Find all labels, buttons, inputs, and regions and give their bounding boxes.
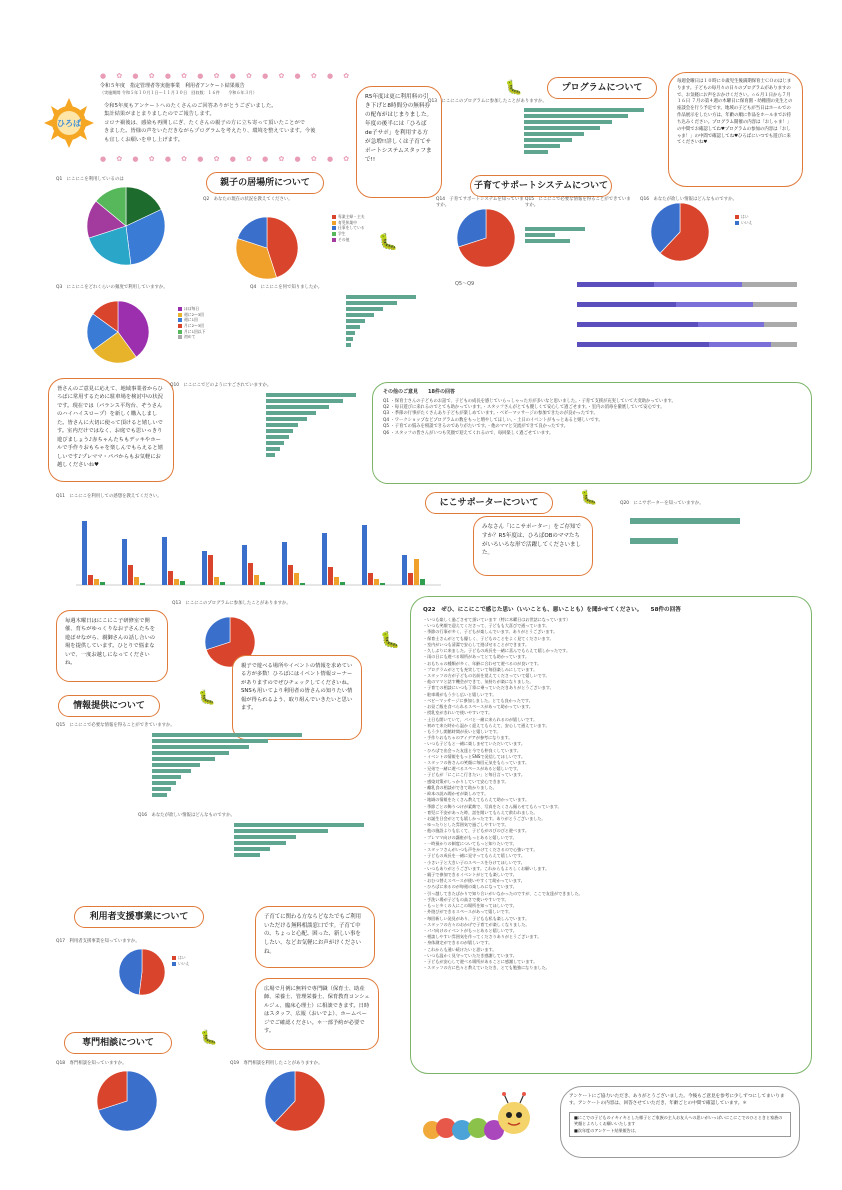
comment-item: ・季節ごとの飾りつけが素敵で、写真をたくさん撮らせてもらっています。 (423, 803, 562, 809)
bar (152, 775, 181, 778)
bar (152, 763, 200, 766)
bar (152, 787, 171, 790)
bar (100, 582, 105, 585)
section-user-support: 利用者支援事業について (74, 906, 204, 928)
bar (374, 579, 379, 585)
support-bar-chart: Q15 にこにこで必要な情報を得ることができていますか。 (525, 196, 635, 266)
bar (328, 567, 333, 585)
comment-item: ・子育ての相談にいつも丁寧に乗っていただきありがとうございます。 (423, 685, 554, 691)
intro-line: 令和5年度もアンケートへのたくさんのご回答ありがとうございました。 (104, 103, 277, 109)
comment-item: ・手作りおもちゃのアイデアが参考になります。 (423, 735, 513, 741)
bar (346, 307, 383, 310)
pie-chart (118, 948, 166, 996)
comment-item: ・離乳食の相談ができて助かりました。 (423, 784, 497, 790)
facility-callout: 皆さんのご意見に応えて、地域事業者からひろばに常用するために駐車場を検討中の状況です。現在では（バランス平均台、ぞうさんのハイハイスロープ）を新しく購入しました。皆さんに大切に使って頂けると嬉しいです。室内だけではなく、お庭でも思いっきり遊びましょう♪赤ちゃんたちもデッキやホールで手作りおもちゃを楽しんでもらえると嬉しいです♪プレママ・パパからもお気軽にお越しくださいね♥ (48, 378, 174, 482)
bar (630, 538, 678, 544)
comment-item: ・いつも子どもと一緒に楽しませていただいています。 (423, 741, 526, 747)
bar (346, 313, 374, 316)
bar (524, 120, 612, 123)
pie-chart (235, 216, 299, 280)
comment-item: ・いつもありがとうございます。これからもよろしくお願いします。 (423, 865, 550, 871)
comment-item: ・スタッフさんがいつも声をかけてくださるので心強いです。 (423, 847, 538, 853)
bar (234, 847, 270, 850)
q5-q9-label: Q5〜Q9 (455, 281, 475, 287)
comment-item: ・手洗い場が子どもの高さで使いやすいです。 (423, 896, 509, 902)
bar (346, 301, 397, 304)
bar (266, 417, 307, 420)
support-pie-legend: はい いいえ (735, 214, 752, 225)
bar (174, 579, 179, 585)
bar (202, 551, 207, 585)
bar (242, 545, 247, 585)
caterpillar-icon: 🐛 (505, 80, 523, 96)
comment-item: ・外遊びができるスペースがあって嬉しいです。 (423, 909, 513, 915)
caterpillar-icon: 🐛 (198, 690, 216, 706)
bar (525, 233, 555, 236)
bar (152, 781, 176, 784)
bar (524, 108, 644, 111)
bar (152, 751, 229, 754)
bar (266, 393, 356, 396)
bar (152, 745, 249, 748)
consult-callout: 広場で月例に無料で専門職（保育士、助産師、栄養士、管理栄養士、保育教育コンシェルジュ、臨床心理士）に相談できます。日時はスタッフ、広報（おいでよ）、ホームページでご確認ください。＊一部予約が必要です。 (255, 978, 379, 1050)
q11-chart: Q11 にこにこを利用しての感想を教えてください。 (56, 493, 456, 598)
stacked-bar (577, 282, 797, 287)
opinion-item: Q1 ・保育士さんの子どものお話で、子どもの成長を感じていらっしゃった方が多いなと思いました。・子育て支援が充実していて大変助かっています。 (383, 398, 676, 404)
bar (152, 757, 215, 760)
bar (248, 563, 253, 585)
stacked-bar (577, 342, 797, 347)
q1-chart: Q1 にこにこを利用しているのは (56, 176, 196, 266)
comment-item: ・親子で参加できるイベントがとても楽しいです。 (423, 871, 517, 877)
intro-line: 集計結果がまとまりましたのでご報告します。 (104, 111, 215, 118)
comment-item: ・引っ越してきたばかりで知り合いがいなかったのですが、ここで友達ができました。 (423, 890, 583, 896)
comment-item: ・土日も開いていて、パパと一緒に来られるのが嬉しいです。 (423, 716, 538, 722)
bar (214, 577, 219, 585)
q15-chart: Q15 にこにこで必要な情報を得ることができていますか。 (56, 722, 326, 812)
grouped-bar-chart (56, 505, 446, 595)
caterpillar-icon: 🐛 (580, 490, 598, 506)
bar (288, 565, 293, 585)
bar-list (170, 392, 380, 458)
bar (346, 295, 416, 298)
bar (152, 769, 191, 772)
bar (208, 555, 213, 585)
bar (152, 733, 302, 736)
bar (300, 583, 305, 585)
bar (134, 577, 139, 585)
section-nico-supporter: にこサポーターについて (425, 492, 553, 514)
stacked-bar (577, 322, 797, 327)
comment-item: ・ゆったりとした雰囲気で過ごしやすいです。 (423, 822, 509, 828)
bar (266, 423, 298, 426)
comment-item: ・他のママと話す機会ができて、気持ちが楽になりました。 (423, 679, 534, 685)
caterpillar-icon: 🐛 (200, 1030, 218, 1046)
section-program: プログラムについて (547, 77, 657, 99)
comment-item: ・プレママ向けの講座がもっとあると嬉しいです。 (423, 834, 517, 840)
comment-item: ・季節の行事が多く、子どもが楽しんでいます。ありがとうございます。 (423, 629, 558, 635)
section-support-system: 子育てサポートシステムについて (470, 175, 612, 197)
bar (152, 739, 268, 742)
program-callout: 毎週金曜日は１０時に０歳児生後満期保育士ＣＯのはじまります。子どもの毎月々の日々のプログラムがありますので、お気軽にお声をおかけください。☆６月１日から７月１６日 ７月の第４週の木曜日に保育園・幼稚園の先生との座談会を行う予定です。地域の子どもが当日はホールでの作品展示をしたい方は、年齢の順に作品をホールまでお持ち込みください。プログラム開催の内容は「おしゃま！」の中間でお確認してね♥プログラムの参加の内容は「おしゃま！」の中間で確認してね♥ひろばにいつでも遊びに来てくださいね♥ (668, 72, 803, 187)
sun-logo-icon (40, 98, 98, 148)
bar-list (138, 822, 398, 858)
comment-item: ・ひろばに来るのが毎週の楽しみになっています。 (423, 884, 517, 890)
comment-item: ・小さい子と大きい子のスペースを分けてほしいです。 (423, 859, 525, 865)
bar (266, 429, 293, 432)
monthly-callout: 毎週木曜日はにこにこ子研修室で開催、育ちがゆっくりなお子さんたちを遊ばせながら、親御さんの話し合いの場を提供しています。ひとりで悩まないで、一度お越しになってくださいね。 (56, 610, 168, 682)
comment-item: ・他の施設よりも広くて、子どもがのびのびと遊べます。 (423, 828, 530, 834)
bar (122, 539, 127, 585)
q3-chart: Q3 にこにこをどれくらいの頻度で利用していますか。 (56, 284, 226, 374)
pie-slice (119, 949, 142, 995)
comment-item: ・イベントの情報をもっとSNSで発信してほしいです。 (423, 753, 526, 759)
comment-item: ・保育士さんがとても優しく、子どものことをよく見てくださいます。 (423, 635, 554, 641)
bar (234, 829, 328, 832)
comment-item: ・育児に不安があった時、話を聞いてもらえて救われました。 (423, 809, 538, 815)
comment-item: ・いつも温かく見守っていただき感謝しています。 (423, 952, 517, 958)
bar (380, 583, 385, 585)
bar (524, 150, 548, 153)
comment-item: ・兄弟で一緒に遊べるスペースがあると嬉しいです。 (423, 766, 521, 772)
comment-item: ・久しぶりに来ました。子どもの成長を一緒に喜んでもらえて嬉しかったです。 (423, 648, 571, 654)
bar (266, 405, 329, 408)
pie-chart (96, 1070, 158, 1132)
bar (524, 138, 572, 141)
bar (168, 571, 173, 585)
bar (88, 575, 93, 585)
comment-item: ・プログラムがとても充実していて毎回楽しみにしています。 (423, 666, 538, 672)
bar (322, 533, 327, 585)
pie-chart (86, 186, 166, 266)
comment-item: ・子どもが安心して遊べる場所があることに感謝しています。 (423, 959, 538, 965)
q2-legend: 専業主婦・主夫 育児休業中 仕事をしている 学生 その他 (332, 214, 365, 242)
section-consult: 専門相談について (64, 1032, 172, 1054)
bar (140, 583, 145, 585)
bar (152, 793, 167, 796)
comment-item: ・一時預かりの制度についてもっと知りたいです。 (423, 840, 517, 846)
comment-item: ・子どもが「にこにこ行きたい」と毎日言っています。 (423, 772, 526, 778)
pie-chart (264, 1070, 326, 1132)
comment-item: ・これからも通い続けたいと思います。 (423, 946, 497, 952)
q17-chart: Q17 利用者支援事業を知っていますか。 (56, 938, 256, 998)
bar (266, 411, 316, 414)
bar (346, 325, 360, 328)
bar (525, 227, 585, 230)
bar (128, 565, 133, 585)
comment-item: ・もう少し開館時間が長いと嬉しいです。 (423, 728, 501, 734)
comment-item: ・もっと多くの人にこの場所を知ってほしいです。 (423, 903, 517, 909)
bar (266, 441, 284, 444)
bar (408, 573, 413, 585)
support-system-callout: R5年度は更に利用料の引き下げと8時間分の無料券の配布がはじまりました。年度の後半には「ひろばde子サポ」を利用する方が急増!!詳しくは子育てサポートシステムスタッフまで!! (356, 86, 442, 198)
bar (266, 453, 275, 456)
bar (525, 239, 570, 242)
bar (340, 582, 345, 585)
opinion-item: Q2 ・毎日遊びに来れるのでとても助かっています。・スタッフさんがとても優しくて安心して過ごせます。・室内の消毒を徹底していて安心です。 (383, 404, 665, 410)
page-meta: （実施期間 令和５年１０月１日〜１１月３０日 回収数：１６件 令和６年３月） (100, 90, 257, 95)
comment-item: ・毎回新しい発見があり、子どもも私も楽しんでいます。 (423, 915, 530, 921)
q3-legend: ほぼ毎日 週に2〜3回 週に1回 月に2〜3回 月に1回以下 初めて (178, 306, 205, 340)
bar (346, 337, 353, 340)
bar (368, 573, 373, 585)
comment-item: ・駐車場がもう少し広いと嬉しいです。 (423, 691, 497, 697)
bar (82, 521, 87, 585)
bar (414, 559, 419, 585)
bar (524, 114, 628, 117)
intro-text (104, 102, 374, 144)
stacked-bar-chart (505, 274, 805, 369)
bar (94, 579, 99, 585)
comment-item: ・いつも楽しく過ごさせて頂いています（特に木曜日はお世話になっています） (423, 617, 571, 622)
comment-item: ・ひろばで出会った友達と今でも仲良くしています。 (423, 747, 521, 753)
bar (234, 823, 364, 826)
bar (234, 853, 260, 856)
header-dots-bottom: ● ✿ ● ✿ ● ✿ ● ✿ ● ✿ ● ✿ ● ✿ ● ✿ (100, 155, 354, 163)
q16-chart: Q16 あなたが欲しい情報はどんなものですか。 (138, 812, 398, 894)
chart-title: Q13 にこにこのプログラムに参加したことがありますか。 (428, 99, 547, 104)
bar (254, 575, 259, 585)
bar (334, 577, 339, 585)
comment-item: ・おむつ替えスペースが使いやすくて助かっています。 (423, 878, 525, 884)
support-pie-2: Q16 あなたが欲しい情報はどんなものですか。 (640, 196, 740, 266)
opinion-item: Q3 ・季節の行事がたくさんあり子どもが楽しめています。・ベビーマッサージの参加できたのが良かったです。 (383, 411, 598, 417)
caterpillar-icon: 🐛 (378, 232, 398, 251)
bar (266, 435, 289, 438)
q2-chart: Q2 あなたの現在の状況を教えてください。 (203, 196, 353, 286)
comment-item: ・感染対策がしっかりしていて安心できます。 (423, 778, 509, 784)
bar (234, 835, 296, 838)
user-support-callout: 子育てに関わる方ならどなたでもご利用いただける無料相談窓口です。子育て中の、ちょっと心配、困った、新しい事をしたい、などお気軽にお声がけくださいね。 (255, 906, 375, 968)
q19-chart: Q19 専門相談を利用したことがありますか。 (230, 1060, 400, 1150)
q20-chart: Q20 にこサポーターを知っていますか。 (620, 500, 810, 570)
comment-item: ・スタッフの方に色々と教えていただき、とても勉強になりました。 (423, 965, 550, 971)
comment-item: ・身体測定ができるのが嬉しいです。 (423, 940, 493, 946)
bar (260, 582, 265, 585)
bar-list (250, 294, 430, 348)
svg-text:ひろば: ひろば (57, 119, 81, 128)
bar (294, 573, 299, 585)
section-info: 情報提供について (58, 695, 160, 717)
q18-chart: Q18 専門相談を知っていますか。 (56, 1060, 226, 1150)
comment-item: ・パパ向けのイベントがもっとあると嬉しいです。 (423, 927, 517, 933)
bar (220, 582, 225, 585)
intro-line: きました。皆様の声をいただきながらプログラムを考えたり、環境を整えています。今後 (104, 128, 316, 135)
bar (180, 581, 185, 585)
q17-legend: はい いいえ (172, 955, 189, 966)
comment-item: ・お昼ご飯を食べられるスペースがあって助かっています。 (423, 704, 533, 710)
header-dots-top: ● ✿ ● ✿ ● ✿ ● ✿ ● ✿ ● ✿ ● ✿ ● ✿ (100, 72, 354, 80)
program-bar-chart (428, 98, 663, 178)
comment-item: ・お誕生日会がとても嬉しかったです。ありがとうございました。 (423, 816, 546, 821)
intro-line: コロナ禍後は、感染も再開しにぎ、たくさんの親子の方に立ち寄って頂いたことがで (104, 119, 306, 126)
bar (362, 525, 367, 585)
comment-item: ・スタッフの方々のおかげで子育てが楽しくなりました。 (423, 921, 530, 927)
comment-item: ・ベビーマッサージに参加しました。とても良かったです。 (423, 697, 533, 703)
opinion-item: Q6 ・スタッフの皆さんがいつも笑顔で迎えてくれるので、毎回楽しく過ごせています。 (383, 430, 554, 436)
comments-list (423, 617, 799, 971)
pie-chart (86, 300, 150, 364)
bar (524, 132, 584, 135)
intro-line: も宜しくお願いを申し上げます。 (104, 136, 184, 143)
pie-chart (650, 202, 710, 262)
opinion-item: Q4 ・ワークショップなどプログラムの数をもっと増やしてほしい。・土日のイベントがもっとあると嬉しいです。 (383, 417, 603, 423)
caterpillar-big-icon (418, 1090, 538, 1150)
comments-box (410, 596, 812, 1074)
comment-item: ・雨の日にも遊べる場所があってとても助かっています。 (423, 654, 530, 660)
comments-title: Q22 ぜひ、にこにこで感じた思い（いいことも、悪いことも）を聞かせてください。 58件の回答 (423, 607, 681, 613)
comment-item: ・初めて来た時から温かく迎えてもらえて、安心して通えています。 (423, 722, 550, 728)
bar (346, 343, 351, 346)
comment-item: ・絵本の読み聞かせが楽しみです。 (423, 791, 489, 797)
caterpillar-icon: 🐛 (380, 630, 400, 649)
bar (630, 518, 740, 524)
opinion-item: Q5 ・子育ての悩みを相談できるのでありがたいです。・他のママと交流ができて良かったです。 (383, 424, 569, 430)
comment-item: ・スタッフの方が子どもの名前を覚えてくださっていて嬉しいです。 (423, 672, 550, 678)
bar (282, 542, 287, 585)
pie-chart (456, 208, 516, 268)
header-logo (40, 98, 98, 148)
comment-item: ・おもちゃの種類が多く、年齢に合わせて遊べるのが良いです。 (423, 660, 542, 666)
comment-item: ・いつも笑顔で迎えてくださって、子どもも大喜びで通っています。 (423, 623, 550, 629)
pie-slice (139, 949, 165, 995)
q4-chart: Q4 にこにこを何で知りましたか。 (250, 284, 430, 374)
bar (234, 841, 286, 844)
bar (346, 319, 365, 322)
bar (266, 399, 343, 402)
comment-item: ・地域の情報をたくさん教えてもらえて助かっています。 (423, 797, 530, 803)
bar-list (56, 732, 326, 798)
bar (524, 144, 560, 147)
bar (402, 555, 407, 585)
comment-item: ・授乳室がきれいで使いやすいです。 (423, 710, 493, 716)
thanks-callout: アンケートにご協力いただき、ありがとうございました。今後もご意見を参考に少しずつにしてまいります。アンケートの内容は、回答させていただき、年齢ごとの中間で確認しています。＊ ■にこでの子どものイキイキとした様子とご家族の主人お友人への思いがいっぱいにこにこでのひとときと家族の笑顔とよろしくお願いいたします ■次年度のアンケート結果報告は、 (560, 1086, 800, 1158)
support-pie-1: Q14 子育てサポートシステムを知っていますか。 (436, 196, 526, 266)
bar (346, 331, 355, 334)
stacked-bar (577, 302, 797, 307)
bar-list (428, 107, 663, 155)
section-parent-place: 親子の居場所について (206, 172, 324, 194)
comment-item: ・スタッフの皆さんの笑顔に毎回元気をもらっています。 (423, 760, 530, 766)
event-info-callout: 親子で遊べる場所やイベントの情報を求めている方が多数！ひろばにはイベント情報コーナーがありますのでぜひチェックしてくださいね。SNSも用いてより利用者の皆さんの知りたい情報が得られるよう、取り組んでいきたいと思います。 (232, 655, 362, 740)
nico-supporter-callout: みなさん「にこサポーター」をご存知ですか？R5年度は、ひろばOBのママたちがいろいろな形で活躍してくださいました。 (473, 516, 593, 576)
other-opinions-box: その他のご意見 18件の回答 Q1 ・保育士さんの子どものお話で、子どもの成長を感じていらっしゃった方が多いなと思いました。・子育て支援が充実していて大変助かっています。 Q2 ・毎日遊びに来れるのでとても助かっています。・スタッフさんがとても優しくて安心して過ごせます。・室内の消毒を徹底していて安心です。 Q3 ・季節の行事がたくさんあり子どもが楽しめています。・ベビーマッサージの参加できたのが良かったです。 Q4 ・ワークショップなどプログラムの数をもっと増やしてほしい。・土日のイベントがもっとあると嬉しいです。 Q5 ・子育ての悩みを相談できるのでありがたいです。・他のママと交流ができて良かったです。 Q6 ・スタッフの皆さんがいつも笑顔で迎えてくれるので、毎回楽しく過ごせています。 (372, 382, 812, 484)
bar (524, 126, 600, 129)
comment-item: ・室内がいつも清潔で安心して遊ばせることができます。 (423, 641, 530, 647)
page-title: 令和５年度 指定管理者等実施事業 利用者アンケート結果報告 (100, 83, 245, 89)
bar (162, 537, 167, 585)
bar (420, 579, 425, 585)
q10-chart: Q10 にこにこでどのようにすごされていますか。 (170, 382, 380, 482)
comment-item: ・子どもの成長を一緒に見守ってもらえて嬉しいです。 (423, 853, 526, 859)
bar (266, 447, 280, 450)
comment-item: ・相談しやすい雰囲気を作ってくださりありがとうございます。 (423, 934, 542, 940)
q13-chart: Q13 にこにこのプログラムに参加したことがありますか。 (172, 600, 372, 670)
